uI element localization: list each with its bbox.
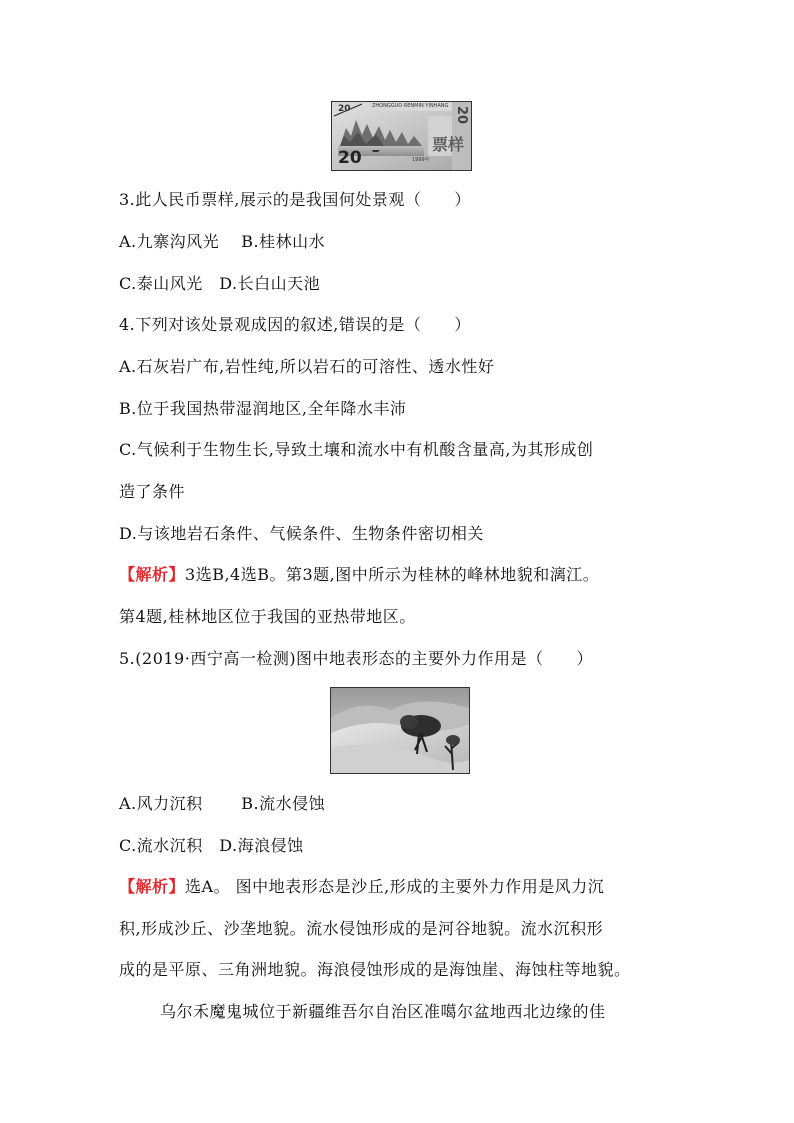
banknote-serial: 1999年: [412, 157, 430, 163]
desert-illustration: [331, 688, 469, 773]
q5-stem: 5.(2019·西宁高一检测)图中地表形态的主要外力作用是（ ）: [119, 649, 594, 668]
analysis2-text1: 选A。 图中地表形态是沙丘,形成的主要外力作用是风力沉: [185, 877, 605, 896]
analysis-tag: 【解析】: [119, 877, 186, 896]
q4-stem: 4.下列对该处景观成因的叙述,错误的是（ ）: [119, 315, 471, 334]
analysis1-line2: 第4题,桂林地区位于我国的亚热带地区。: [119, 607, 416, 626]
banknote-image: [331, 101, 472, 171]
q4-option-d: D.与该地岩石条件、气候条件、生物条件密切相关: [119, 524, 484, 543]
banknote-denomination-top: 20: [338, 104, 351, 114]
banknote-denomination-bottom: 20: [338, 148, 362, 168]
q4-option-c-line1: C.气候利于生物生长,导致土壤和流水中有机酸含量高,为其形成创: [119, 440, 594, 459]
q4-option-b: B.位于我国热带湿润地区,全年降水丰沛: [119, 399, 407, 418]
banknote-specimen-text: 票样: [432, 135, 465, 154]
banknote-denomination-side: 20: [454, 106, 469, 125]
passage-line1: 乌尔禾魔鬼城位于新疆维吾尔自治区准噶尔盆地西北边缘的佳: [160, 1002, 606, 1021]
q5-options-ab: A.风力沉积 B.流水侵蚀: [119, 794, 326, 813]
q3-options-ab: A.九寨沟风光 B.桂林山水: [119, 232, 326, 251]
desert-image: [330, 687, 470, 774]
analysis2-line2: 积,形成沙丘、沙垄地貌。流水侵蚀形成的是河谷地貌。流水沉积形: [119, 919, 604, 938]
analysis-tag: 【解析】: [119, 565, 186, 584]
analysis2-line1: [119, 876, 604, 898]
analysis2-line3: 成的是平原、三角洲地貌。海浪侵蚀形成的是海蚀崖、海蚀柱等地貌。: [119, 960, 631, 979]
q5-options-cd: C.流水沉积 D.海浪侵蚀: [119, 836, 304, 855]
q4-option-c-line2: 造了条件: [119, 482, 186, 501]
banknote-header: ZHONGGUO RENMIN YINHANG: [372, 103, 449, 109]
q3-options-cd: C.泰山风光 D.长白山天池: [119, 274, 321, 293]
analysis1-line1: [119, 564, 599, 586]
q4-option-a: A.石灰岩广布,岩性纯,所以岩石的可溶性、透水性好: [119, 357, 495, 376]
q3-stem: 3.此人民币票样,展示的是我国何处景观（ ）: [119, 190, 471, 209]
analysis1-text1: 3选B,4选B。第3题,图中所示为桂林的峰林地貌和漓江。: [185, 565, 600, 584]
